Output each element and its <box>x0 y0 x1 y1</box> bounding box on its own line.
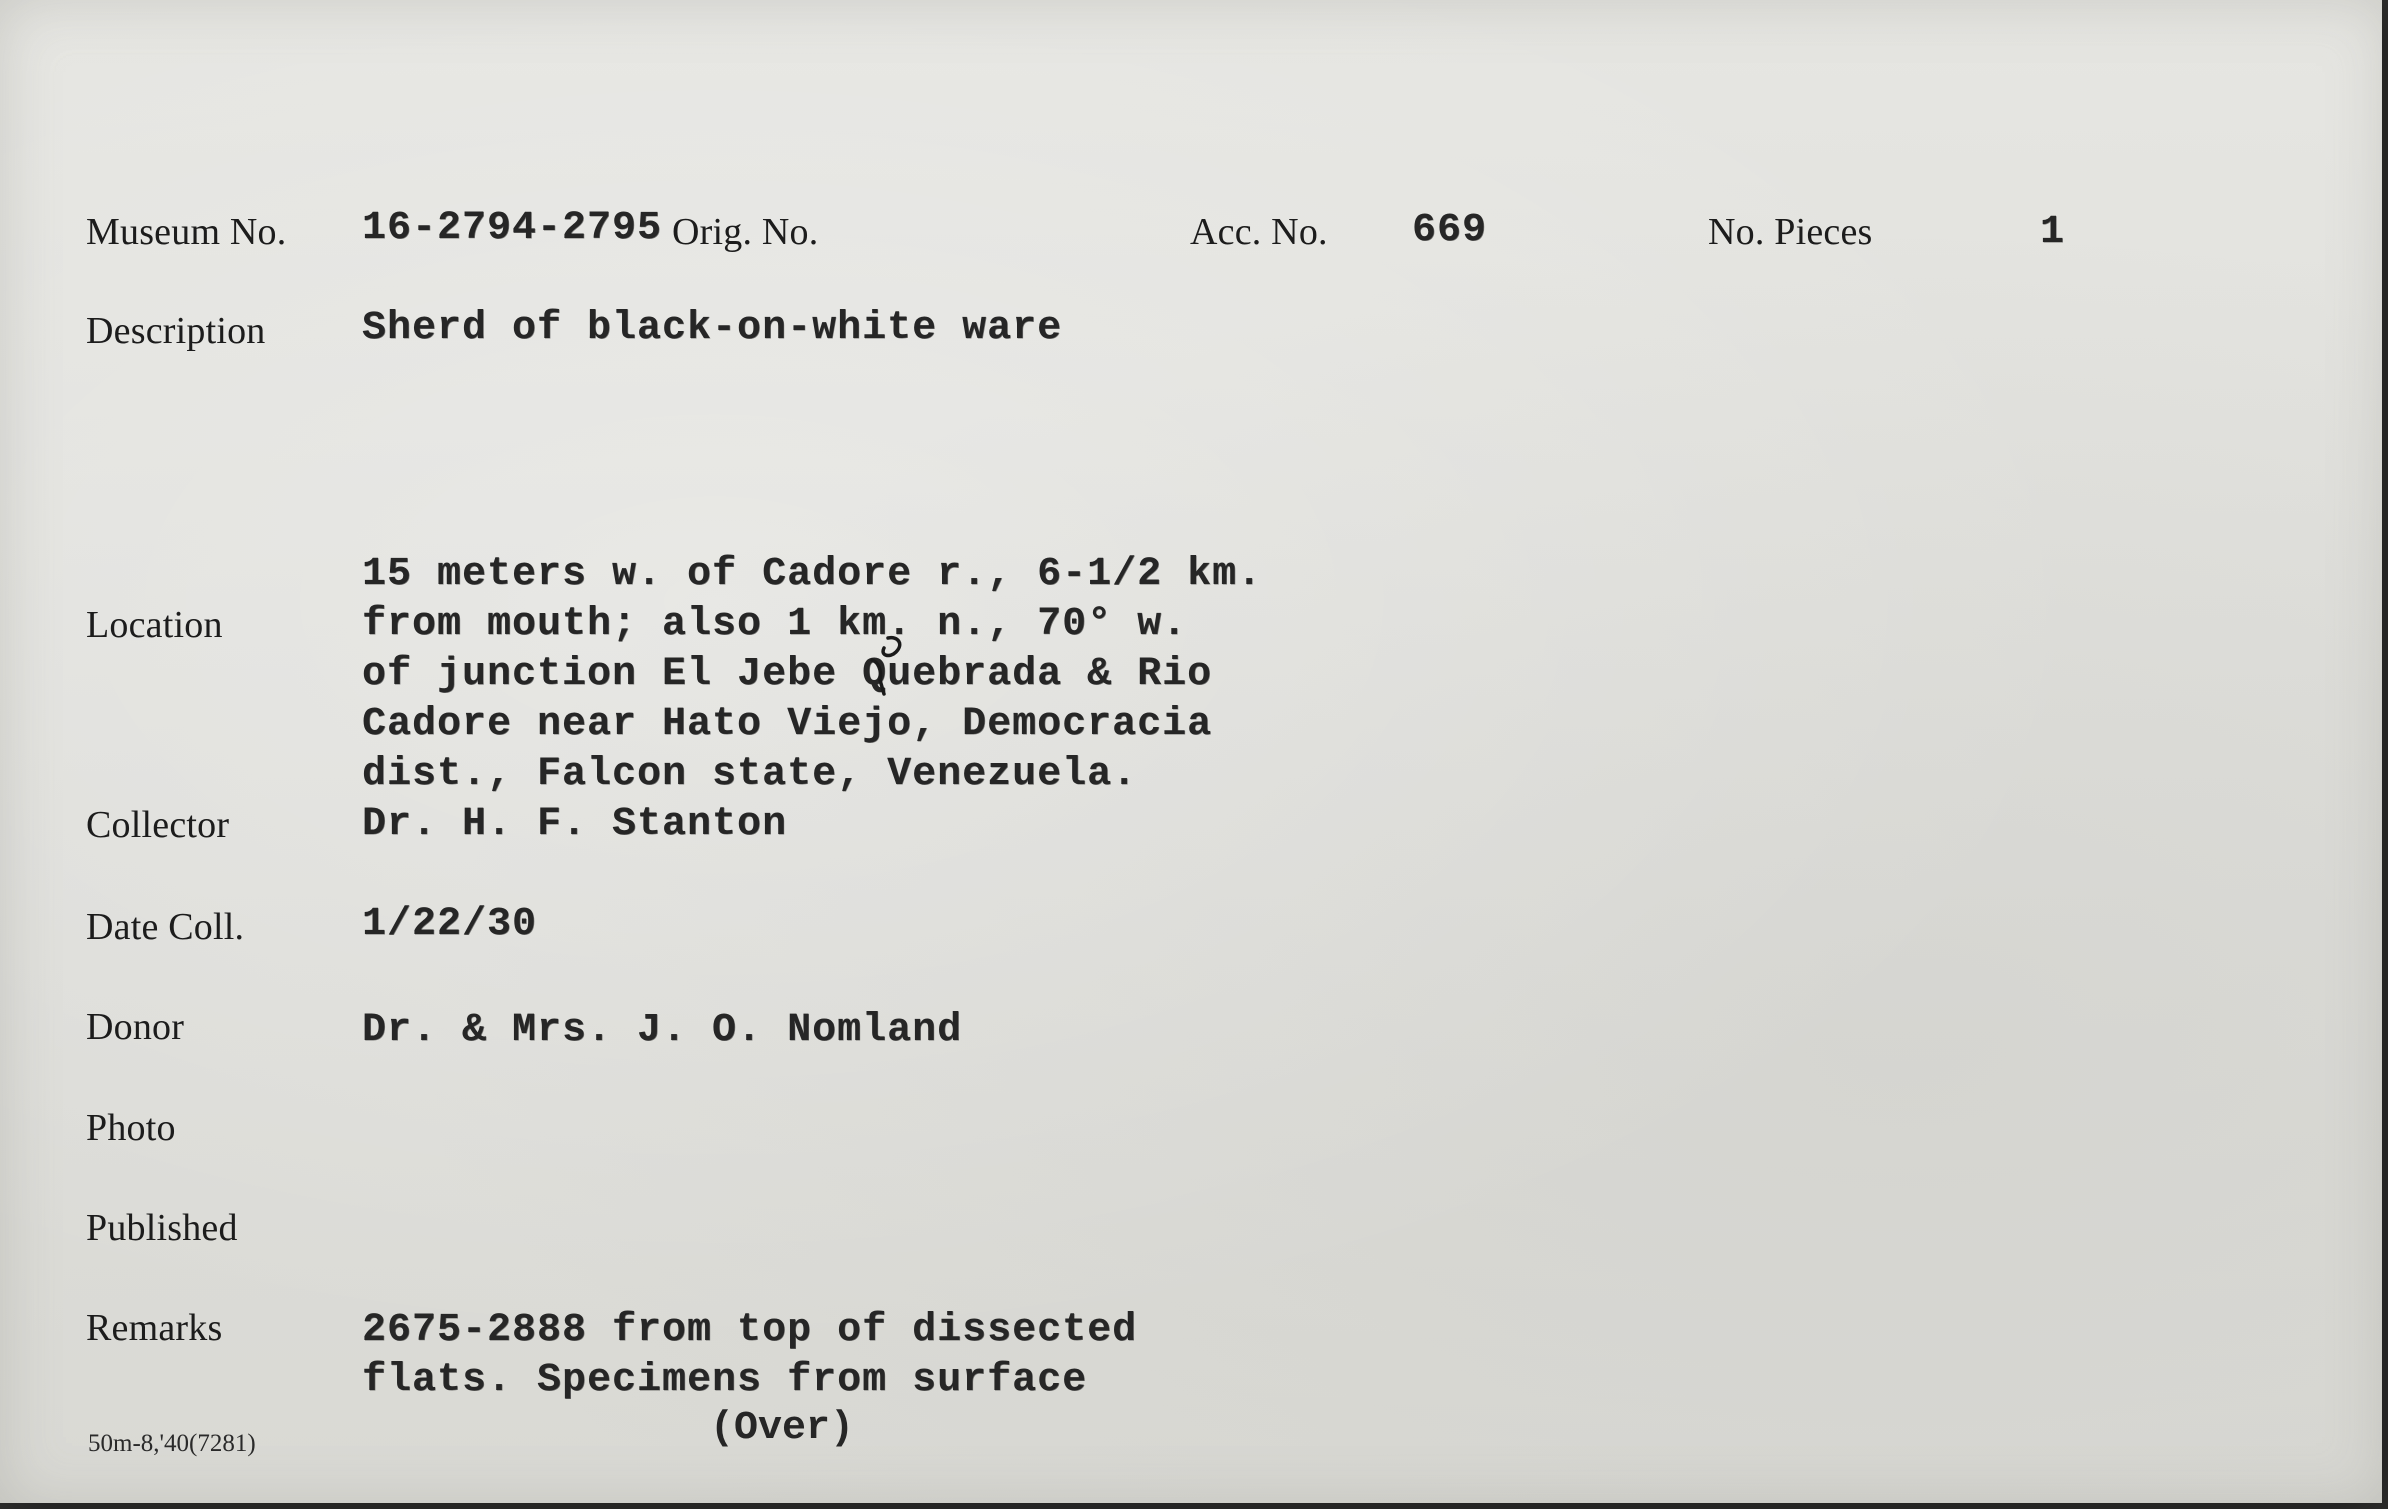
museum-no-value: 16-2794-2795 <box>362 206 663 251</box>
collector-value: Dr. H. F. Stanton <box>362 802 788 847</box>
location-label: Location <box>86 604 223 646</box>
location-value <box>362 550 1262 800</box>
location-line: 15 meters w. of Cadore r., 6-1/2 km. <box>362 552 1263 597</box>
donor-label: Donor <box>86 1006 185 1048</box>
print-code: 50m-8,'40(7281) <box>88 1430 256 1457</box>
location-line: from mouth; also 1 km. n., 70° w. <box>362 602 1188 647</box>
description-label: Description <box>86 310 266 352</box>
remarks-label: Remarks <box>86 1307 223 1349</box>
published-label: Published <box>86 1207 238 1249</box>
handwritten-q-correction-icon <box>858 632 918 702</box>
over-note: (Over) <box>710 1406 855 1451</box>
date-coll-value: 1/22/30 <box>362 902 538 947</box>
museum-no-label: Museum No. <box>86 211 287 253</box>
no-pieces-value: 1 <box>2040 210 2066 255</box>
orig-no-label: Orig. No. <box>672 211 819 253</box>
remarks-value <box>362 1306 1137 1406</box>
location-line: Cadore near Hato Viejo, Democracia <box>362 702 1213 747</box>
donor-value: Dr. & Mrs. J. O. Nomland <box>362 1008 963 1053</box>
date-coll-label: Date Coll. <box>86 906 245 948</box>
no-pieces-label: No. Pieces <box>1708 211 1873 253</box>
acc-no-value: 669 <box>1412 208 1488 253</box>
location-line: dist., Falcon state, Venezuela. <box>362 752 1138 797</box>
acc-no-label: Acc. No. <box>1190 211 1328 253</box>
location-line: of junction El Jebe Quebrada & Rio <box>362 652 1213 697</box>
description-value: Sherd of black-on-white ware <box>362 306 1063 351</box>
photo-label: Photo <box>86 1107 176 1149</box>
remarks-line: flats. Specimens from surface <box>362 1358 1088 1403</box>
remarks-line: 2675-2888 from top of dissected <box>362 1308 1138 1353</box>
collector-label: Collector <box>86 804 230 846</box>
